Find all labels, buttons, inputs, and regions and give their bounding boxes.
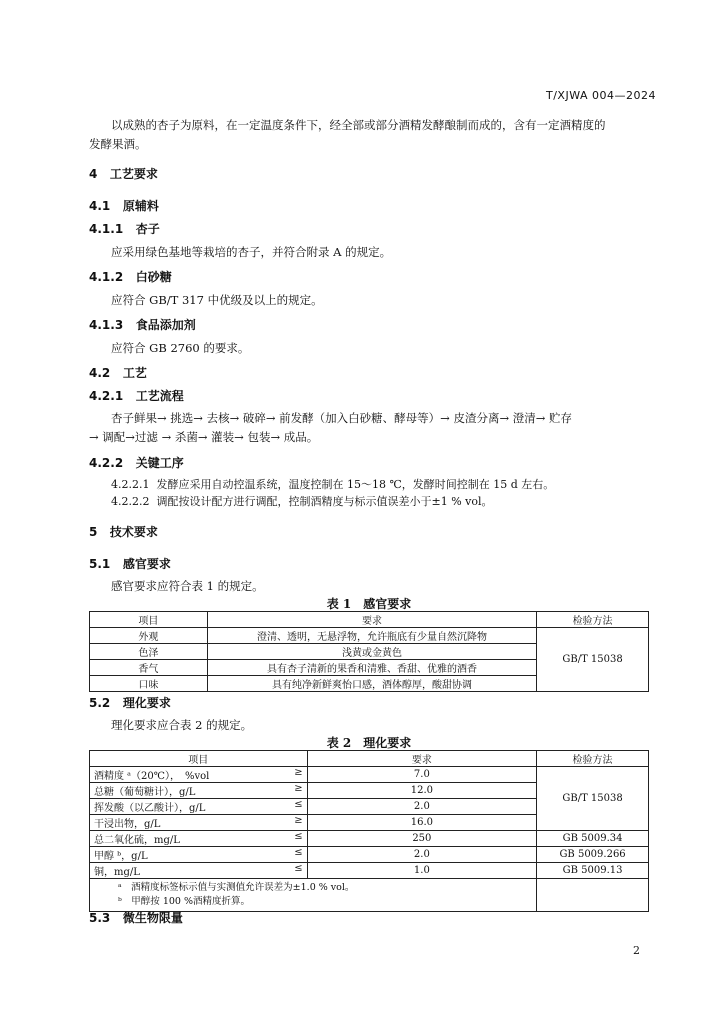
item-cell (90, 863, 308, 879)
item-label: 酒精度 ᵃ（20℃）， %vol (94, 771, 210, 782)
requirement-cell: 澄清、透明，无悬浮物，允许瓶底有少量自然沉降物 (207, 628, 536, 644)
section-title: 工艺 (122, 366, 147, 380)
table-notes (90, 879, 537, 912)
requirement-cell: 16.0 (307, 815, 537, 831)
sensory-table (89, 611, 649, 692)
column-header: 检验方法 (537, 612, 649, 628)
table-1-caption: 表 1 感官要求 (326, 597, 412, 611)
item-cell (90, 831, 308, 847)
section-title: 白砂糖 (135, 270, 172, 284)
section-4-1-1-text: 应采用绿色基地等栽培的杏子，并符合附录 A 的规定。 (111, 245, 392, 259)
column-header: 项目 (90, 612, 208, 628)
table-note-b: ᵇ 甲醇按 100 %酒精度折算。 (118, 896, 250, 907)
process-flow-paragraph (89, 409, 659, 447)
section-title: 微生物限量 (122, 911, 183, 925)
table-row (90, 767, 649, 783)
section-number: 5.2 (89, 696, 111, 710)
item-cell (90, 767, 308, 783)
item-label: 总二氧化硫，mg/L (94, 835, 180, 846)
section-5-3-heading (89, 909, 183, 926)
table-row (90, 628, 649, 644)
section-number: 4 (89, 167, 98, 181)
item-cell (90, 815, 308, 831)
section-5-1-text: 感官要求应符合表 1 的规定。 (111, 579, 264, 593)
section-4-1-heading (89, 197, 159, 214)
section-title: 工艺流程 (135, 389, 184, 403)
comparison-symbol: ≥ (294, 767, 303, 778)
section-number: 4.2 (89, 366, 111, 380)
empty-cell (537, 879, 649, 912)
section-number: 4.1.2 (89, 270, 124, 284)
comparison-symbol: ≤ (294, 863, 303, 874)
definition-paragraph (89, 116, 655, 154)
item-cell: 外观 (90, 628, 208, 644)
item-text: 调配按设计配方进行调配，控制酒精度与标示值误差小于±1 % vol。 (156, 495, 493, 508)
section-title: 工艺要求 (109, 167, 158, 181)
column-header: 要求 (307, 751, 537, 767)
process-flow-line-1: 杏子鲜果→ 挑选→ 去核→ 破碎→ 前发酵（加入白砂糖、酵母等）→ 皮渣分离→ 澄清→ 贮存 (111, 411, 573, 425)
page-header: T/XJWA 004—2024 (546, 89, 656, 102)
section-title: 原辅料 (122, 199, 159, 213)
section-number: 4.2.1 (89, 389, 124, 403)
table-header-row (90, 751, 649, 767)
item-label: 总糖（葡萄糖计），g/L (94, 787, 196, 798)
item-cell (90, 783, 308, 799)
key-process-item-2 (111, 493, 554, 510)
section-4-1-3-text: 应符合 GB 2760 的要求。 (111, 341, 250, 355)
method-cell: GB/T 15038 (537, 628, 649, 692)
requirement-cell: 2.0 (307, 799, 537, 815)
item-label: 干浸出物，g/L (94, 819, 161, 830)
table-row (90, 831, 649, 847)
requirement-cell: 2.0 (307, 847, 537, 863)
requirement-cell: 浅黄或金黄色 (207, 644, 536, 660)
table-header-row (90, 612, 649, 628)
section-4-1-2-text: 应符合 GB/T 317 中优级及以上的规定。 (111, 293, 323, 307)
section-4-2-2-heading (89, 454, 184, 471)
key-process-item-1 (111, 476, 554, 493)
section-4-1-3-heading (89, 316, 196, 333)
column-header: 项目 (90, 751, 308, 767)
section-title: 技术要求 (109, 525, 158, 539)
comparison-symbol: ≤ (294, 831, 303, 842)
item-cell: 色泽 (90, 644, 208, 660)
section-4-1-1-heading (89, 220, 160, 237)
column-header: 检验方法 (537, 751, 649, 767)
section-title: 感官要求 (122, 557, 171, 571)
section-4-2-heading (89, 364, 147, 381)
section-4-1-2-heading (89, 268, 172, 285)
physicochemical-table (89, 750, 649, 912)
item-label: 铜，mg/L (94, 867, 140, 878)
table-2-caption: 表 2 理化要求 (326, 736, 412, 750)
section-number: 5.3 (89, 911, 111, 925)
requirement-cell: 250 (307, 831, 537, 847)
requirement-cell: 1.0 (307, 863, 537, 879)
section-5-2-text: 理化要求应合表 2 的规定。 (111, 718, 253, 732)
method-cell: GB 5009.34 (537, 831, 649, 847)
section-title: 杏子 (135, 222, 160, 236)
method-cell: GB 5009.13 (537, 863, 649, 879)
definition-line-2: 发酵果酒。 (89, 137, 147, 151)
comparison-symbol: ≤ (294, 847, 303, 858)
item-cell: 香气 (90, 660, 208, 676)
item-label: 挥发酸（以乙酸计），g/L (94, 803, 206, 814)
table-row (90, 847, 649, 863)
section-5-1-heading (89, 555, 171, 572)
key-process-items (111, 476, 554, 510)
section-number: 4.2.2 (89, 456, 124, 470)
item-cell: 口味 (90, 676, 208, 692)
section-5-heading (89, 523, 158, 540)
table-notes-row (90, 879, 649, 912)
section-title: 理化要求 (122, 696, 171, 710)
section-number: 4.1.3 (89, 318, 124, 332)
section-5-2-heading (89, 694, 171, 711)
item-cell (90, 847, 308, 863)
item-text: 发酵应采用自动控温系统，温度控制在 15～18 ℃，发酵时间控制在 15 d 左右。 (156, 478, 555, 491)
section-number: 5.1 (89, 557, 111, 571)
item-number: 4.2.2.1 (111, 478, 150, 491)
item-number: 4.2.2.2 (111, 495, 150, 508)
item-cell (90, 799, 308, 815)
page-number: 2 (633, 944, 640, 957)
section-4-heading (89, 165, 158, 182)
requirement-cell: 具有杏子清新的果香和清雅、香甜、优雅的酒香 (207, 660, 536, 676)
requirement-cell: 具有纯净新鲜爽怡口感，酒体醇厚，酸甜协调 (207, 676, 536, 692)
table-note-a: ᵃ 酒精度标签标示值与实测值允许误差为±1.0 % vol。 (118, 882, 355, 893)
section-4-2-1-heading (89, 387, 184, 404)
comparison-symbol: ≥ (294, 815, 303, 826)
section-title: 关键工序 (135, 456, 184, 470)
section-title: 食品添加剂 (135, 318, 196, 332)
method-cell: GB 5009.266 (537, 847, 649, 863)
table-row (90, 863, 649, 879)
definition-line-1: 以成熟的杏子为原料，在一定温度条件下，经全部或部分酒精发酵酿制而成的，含有一定酒精度的 (111, 118, 606, 132)
item-label: 甲醇 ᵇ，g/L (94, 851, 148, 862)
section-number: 4.1.1 (89, 222, 124, 236)
requirement-cell: 12.0 (307, 783, 537, 799)
comparison-symbol: ≥ (294, 783, 303, 794)
method-cell: GB/T 15038 (537, 767, 649, 831)
section-number: 4.1 (89, 199, 111, 213)
requirement-cell: 7.0 (307, 767, 537, 783)
column-header: 要求 (207, 612, 536, 628)
process-flow-line-2: → 调配→过滤 → 杀菌→ 灌装→ 包装→ 成品。 (89, 430, 319, 444)
comparison-symbol: ≤ (294, 799, 303, 810)
section-number: 5 (89, 525, 98, 539)
